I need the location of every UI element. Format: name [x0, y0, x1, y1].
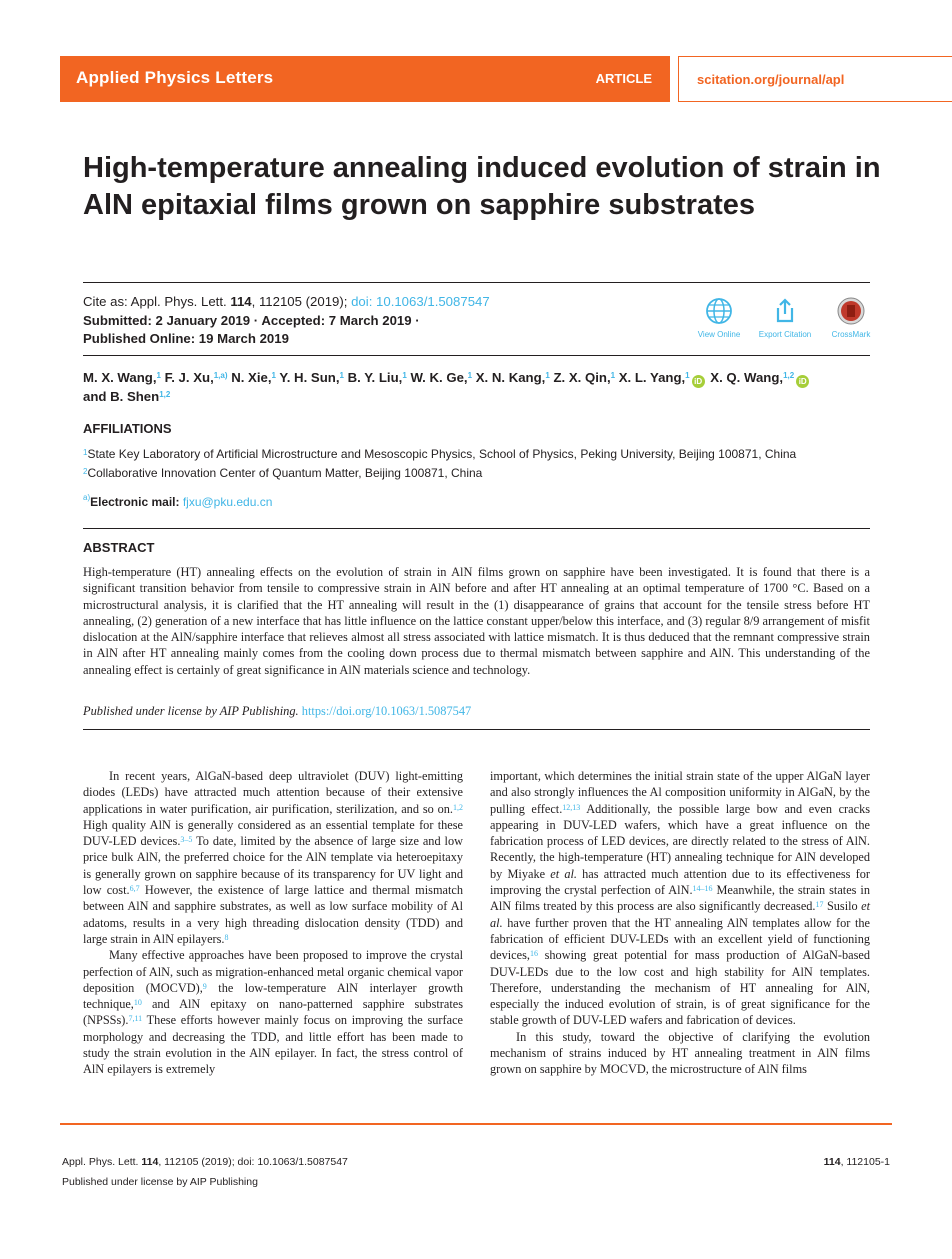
reference-link[interactable]: 3–5	[180, 835, 193, 845]
export-citation-label: Export Citation	[758, 330, 812, 339]
doi-link[interactable]: doi: 10.1063/1.5087547	[351, 294, 490, 309]
body-column-left	[83, 768, 463, 1078]
reference-link[interactable]: 9	[202, 981, 207, 991]
abstract-text: High-temperature (HT) annealing effects on the evolution of strain in AlN films grown on sapphire have been investigated. It is found that there is a significant transition behavior from tensile to compressive strain in AlN before and after HT annealing at an optimal temperature of 1700 °C. Based on a microstructural analysis, it is clarified that the HT annealing will result in the (1) disappearance of grains that account for the tensile stress before HT annealing, (2) generation of a new interface that has little influence on the lattice constant upper/below this interface, and (3) regular 8/9 arrangement of misfit dislocation at the AlN/sapphire interface that relieves almost all stress associated with lattice mismatch. It is thus deduced that the remnant compressive strain in AlN after HT annealing mainly comes from the cooling down process due to thermal mismatch between sapphire and AlN. This understanding of the annealing effect is certainly of great significance in AlN materials science and technology.	[83, 565, 870, 677]
author-affil-mark: 1	[402, 371, 407, 380]
journal-name[interactable]: Applied Physics Letters	[76, 68, 274, 87]
reference-link[interactable]: 7,11	[128, 1014, 143, 1024]
paragraph: important, which determines the initial strain state of the upper AlGaN layer and also strongly influences the Al composition uniformity in AlGaN, by the pulling effect.$^{12,13}$ Additionally, the possible large bow and even cracks appearing in DUV-LED wafers, which have a great influence on the fabrication process of LED devices, are directly related to the stress of AlN. Recently, the high-temperature (HT) annealing technique for AlN developed by Miyake et al. has attracted much attention due to its effectiveness for improving the crystal perfection of AlN.$^{14-16}$ Meanwhile, the strain states in AlN films treated by this process are also significantly decreased.$^{17}$ Susilo et al. have further proven that the HT annealing AlN templates allow for the fabrication of efficient DUV-LEDs with an excellent yield of functioning devices,$^{16}$ showing great potential for mass production of AlGaN-based DUV-LEDs due to the low cost and high stability for AlN templates. Therefore, understanding the mechanism of HT annealing for AlN, especially the induced evolution of strain, is of great significance for the stable growth of DUV-LED wafers and fabrication of devices.	[490, 769, 871, 1028]
article-type-label: ARTICLE	[595, 71, 652, 86]
view-online-button[interactable]	[684, 296, 754, 339]
journal-url-link[interactable]: scitation.org/journal/apl	[697, 72, 845, 87]
affil-mark: 1	[83, 448, 88, 457]
paragraph: Many effective approaches have been proposed to improve the crystal perfection of AlN, such as migration-enhanced metal organic chemical vapor deposition (MOCVD),$^9$ the low-temperature AlN interlayer growth technique,$^{10}$ and AlN epitaxy on nano-patterned sapphire substrates (NPSSs).$^{7,11}$ These efforts however mainly focus on improving the surface morphology and decreasing the TDD, and little effort has been made to study the strain evolution in the AlN epilayer. In fact, the stress control of AlN epilayers is extremely	[83, 948, 463, 1077]
cite-volume: 114	[230, 294, 252, 309]
crossmark-label: CrossMark	[831, 330, 871, 339]
author-affil-mark: 1	[271, 371, 276, 380]
reference-link[interactable]: 14–16	[692, 884, 713, 894]
author-affil-mark: 1	[610, 371, 616, 380]
header-bar	[60, 56, 670, 102]
submitted-dates: Submitted: 2 January 2019 · Accepted: 7 March 2019 ·	[83, 312, 420, 328]
reference-link[interactable]: 12,13	[562, 802, 581, 812]
author-affil-mark: 1	[339, 371, 344, 380]
divider	[83, 729, 870, 730]
affiliation-text: State Key Laboratory of Artificial Microstructure and Mesoscopic Physics, School of Physics, Peking University, Beijing 100871, China	[87, 447, 797, 461]
reference-link[interactable]: 17	[815, 900, 824, 910]
export-citation-button[interactable]	[750, 296, 820, 339]
divider	[83, 282, 870, 283]
reference-link[interactable]: 16	[529, 949, 538, 959]
view-online-label: View Online	[697, 330, 741, 339]
article-title: High-temperature annealing induced evolution of strain in AlN epitaxial films grown on sapphire substrates	[83, 152, 881, 221]
reference-link[interactable]: 10	[133, 998, 142, 1008]
email-link[interactable]: fjxu@pku.edu.cn	[182, 495, 273, 509]
email-label: Electronic mail:	[90, 495, 183, 509]
affiliation-1	[83, 445, 796, 464]
affiliations	[83, 445, 796, 483]
reference-link[interactable]: 8	[224, 932, 229, 942]
divider	[83, 528, 870, 529]
license-text: Published under license by AIP Publishing.	[83, 704, 299, 718]
affiliations-heading: AFFILIATIONS	[83, 421, 172, 436]
author-list	[83, 369, 873, 406]
published-date: Published Online: 19 March 2019	[83, 331, 289, 346]
crossmark-button[interactable]	[816, 296, 886, 339]
author-name[interactable]: X. L. Yang,	[615, 370, 686, 385]
article-tools	[696, 296, 876, 340]
export-icon	[770, 296, 800, 326]
paragraph: In this study, toward the objective of clarifying the evolution mechanism of strains induced by HT annealing treatment in AlN films grown on sapphire by MOCVD, the microstructure of AlN films	[490, 1029, 870, 1077]
author-affil-mark: 1	[545, 371, 550, 380]
body-column-right	[490, 768, 870, 1078]
author-name[interactable]: and B. Shen	[83, 389, 160, 404]
author-name[interactable]: X. Q. Wang,	[706, 370, 784, 385]
author-affil-mark: 1	[156, 371, 161, 380]
footer-rule	[60, 1123, 892, 1125]
author-name[interactable]: X. N. Kang,	[472, 370, 546, 385]
orcid-icon[interactable]: iD	[796, 375, 809, 388]
cite-prefix: Cite as: Appl. Phys. Lett.	[83, 294, 231, 309]
cite-rest: , 112105 (2019);	[251, 294, 352, 309]
crossmark-icon	[836, 296, 866, 326]
author-name[interactable]: N. Xie,	[227, 370, 272, 385]
author-affil-mark: 1	[467, 371, 473, 380]
author-affil-mark: 1,2	[159, 390, 171, 399]
reference-link[interactable]: 1,2	[453, 802, 463, 812]
globe-icon	[704, 296, 734, 326]
author-affil-mark: 1	[685, 371, 690, 380]
paragraph: In recent years, AlGaN-based deep ultraviolet (DUV) light-emitting diodes (LEDs) have attracted much attention because of their extensive applications in water purification, air purification, sterilization, and so on.$^{1,2}$ High quality AlN is generally considered as an essential template for these DUV-LED devices.$^{3-5}$ To date, limited by the absence of large size and low price bulk AlN, the preferred choice for the AlN template via heteroepitaxy is generally grown on sapphire because of its transparency for UV light and low cost.$^{6,7}$ However, the existence of large lattice and thermal mismatch between AlN and sapphire substrates, as well as low surface mobility of Al adatoms, results in a very high threading dislocation density (TDD) and large strain in AlN epilayers.$^8$	[83, 769, 463, 946]
corresponding-email	[83, 495, 272, 509]
reference-link[interactable]: 6,7	[129, 884, 140, 894]
journal-header	[60, 56, 952, 102]
author-affil-mark: 1,2	[783, 371, 795, 380]
author-name[interactable]: W. K. Ge,	[406, 370, 468, 385]
affiliation-text: Collaborative Innovation Center of Quantum Matter, Beijing 100871, China	[87, 466, 483, 480]
footer-citation: Appl. Phys. Lett. 114, 112105 (2019); doi: 10.1063/1.5087547	[62, 1156, 348, 1168]
author-name[interactable]: Z. X. Qin,	[549, 370, 611, 385]
orcid-icon[interactable]: iD	[692, 375, 705, 388]
citation-block	[83, 293, 490, 349]
journal-url-box	[678, 56, 952, 102]
abstract-heading: ABSTRACT	[83, 540, 155, 555]
author-name[interactable]: M. X. Wang,	[83, 370, 157, 385]
author-name[interactable]: Y. H. Sun,	[275, 370, 340, 385]
author-affil-mark: 1,a)	[213, 371, 228, 380]
author-name[interactable]: B. Y. Liu,	[343, 370, 403, 385]
affiliation-2	[83, 464, 796, 483]
author-name[interactable]: F. J. Xu,	[160, 370, 214, 385]
footer-license: Published under license by AIP Publishing	[62, 1176, 258, 1188]
page-number: 114, 112105-1	[823, 1156, 890, 1168]
license-line	[83, 704, 471, 719]
license-doi-link[interactable]: https://doi.org/10.1063/1.5087547	[301, 704, 472, 718]
affil-mark: 2	[83, 467, 88, 476]
email-mark: a)	[83, 493, 91, 502]
divider	[83, 355, 870, 356]
